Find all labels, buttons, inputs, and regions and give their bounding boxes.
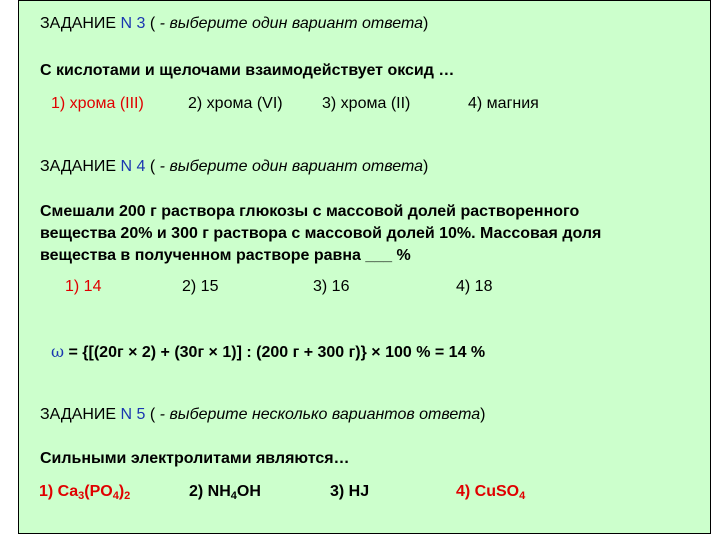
task5-option-1[interactable]: 1) $Ca_3(PO_4)_2$ <box>39 483 131 502</box>
task3-option-3[interactable]: 3) хрома (II) <box>322 95 411 112</box>
task4-question-line-2: вещества 20% и 300 г раствора с массовой долей 10%. Массовая доля <box>40 225 602 242</box>
task4-heading: ЗАДАНИЕ N 4 ( - выберите один вариант ответа) <box>40 158 429 175</box>
task4-question-line-3: вещества в полученном растворе равна ___ % <box>40 247 411 264</box>
task4-option-2[interactable]: 2) 15 <box>182 278 219 295</box>
task4-option-4[interactable]: 4) 18 <box>456 278 493 295</box>
task3-option-2[interactable]: 2) хрома (VI) <box>188 95 283 112</box>
task5-question: Сильными электролитами являются… <box>40 450 350 467</box>
task5-option-2[interactable]: 2) $NH_4OH$ <box>189 483 261 502</box>
task5-heading: ЗАДАНИЕ N 5 ( - выберите несколько вариантов ответа) <box>40 406 486 423</box>
task3-option-1[interactable]: 1) хрома (III) <box>51 95 144 112</box>
task4-option-3[interactable]: 3) 16 <box>313 278 350 295</box>
task5-option-4[interactable]: 4) CuSO$_4$ <box>456 483 526 502</box>
task3-question: С кислотами и щелочами взаимодействует оксид … <box>40 62 455 79</box>
task4-option-1[interactable]: 1) 14 <box>65 278 102 295</box>
task4-solution-formula: ω = {[(20г × 2) + (30г × 1)] : (200 г + 300 г)} × 100 % = 14 % <box>51 342 486 361</box>
task3-option-4[interactable]: 4) магния <box>468 95 539 112</box>
omega-symbol: ω <box>51 342 65 361</box>
slide-panel <box>18 0 711 534</box>
task4-question-line-1: Смешали 200 г раствора глюкозы с массовой долей растворенного <box>40 203 580 220</box>
task5-option-3[interactable]: 3) HJ <box>330 483 370 500</box>
task3-heading: ЗАДАНИЕ N 3 ( - выберите один вариант ответа) <box>40 15 429 32</box>
